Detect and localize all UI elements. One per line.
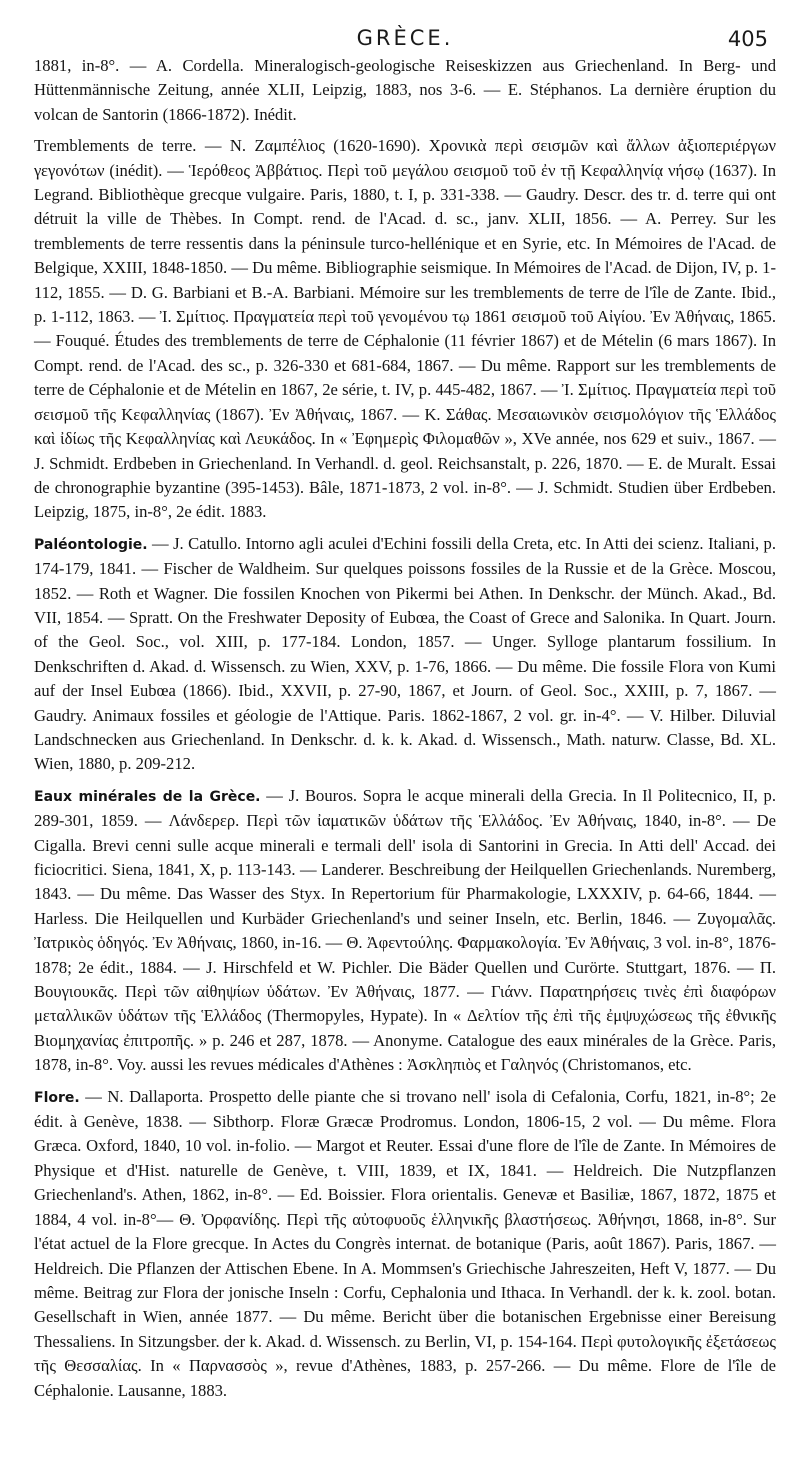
page-body [34,54,776,1403]
section-heading-paleontology: Paléontologie. [34,536,148,553]
paragraph-flora [34,1085,776,1403]
paragraph-mineralogy-end: 1881, in-8°. — A. Cordella. Mineralogisch-geologische Reiseskizzen aus Griechenland. In Berg- und Hüttenmännische Zeitung, année XLII, Leipzig, 1883, nos 3-6. — E. Stéphanos. La dernière éruption du volcan de Santorin (1866-1872). Inédit. [34,56,776,124]
paragraph-flora-text: — N. Dallaporta. Prospetto delle piante che si trovano nell' isola di Cefalonia, Corfu, 1821, in-8°; 2e édit. à Genève, 1838. — Sibthorp. Floræ Græcæ Prodromus. London, 1806-15, 2 vol. — Du même. Flora Græca. Oxford, 1840, 10 vol. in-folio. — Margot et Reuter. Essai d'une flore de l'île de Zante. In Mémoires de Physique et d'Hist. naturelle de Genève, t. VIII, 1839, et IX, 1841. — Heldreich. Die Nutzpflanzen Griechenland's. Athen, 1862, in-8°. — Ed. Boissier. Flora orientalis. Genevæ et Basiliæ, 1867, 1872, 1875 et 1884, 4 vol. in-8°— Θ. Ὀρφανίδης. Περὶ τῆς αὐτοφυοῦς ἑλληνικῆς βλαστήσεως. Ἀθήνησι, 1868, in-8°. Sur l'état actuel de la Flore grecque. In Actes du Congrès internat. de botanique (Paris, août 1867). Paris, 1867. — Heldreich. Die Pflanzen der Attischen Ebene. In A. Mommsen's Griechische Jahreszeiten, Heft V, 1877. — Du même. Beitrag zur Flora der jonische Inseln : Corfu, Cephalonia und Ithaca. In Verhandl. der k. k. zool. botan. Gesellschaft in Wien, année 1877. — Du même. Bericht über die botanischen Ergebnisse einer Bereisung Thessaliens. In Sitzungsber. der k. Akad. d. Wissensch. zu Berlin, VI, p. 154-164. Περὶ φυτολογικῆς ἐξετάσεως τῆς Θεσσαλίας. In « Παρνασσὸς », revue d'Athènes, 1883, p. 257-266. — Du même. Flore de l'île de Céphalonie. Lausanne, 1883. [34,1086,776,1400]
page-header [34,0,776,54]
paragraph-earthquakes: Tremblements de terre. — N. Ζαμπέλιος (1620-1690). Χρονικὰ περὶ σεισμῶν καὶ ἄλλων ἀξιοπεριέργων γεγονότων (inédit). — Ἱερόθεος Ἀββάτιος. Περὶ τοῦ μεγάλου σεισμοῦ τοῦ ἐν τῇ Κεφαλληνίᾳ νήσῳ (1637). In Legrand. Bibliothèque grecque vulgaire. Paris, 1880, t. I, p. 331-338. — Gaudry. Descr. des tr. d. terre qui ont détruit la ville de Thèbes. In Compt. rend. de l'Acad. d. sc., janv. XLII, 1856. — A. Perrey. Sur les tremblements de terre ressentis dans la péninsule turco-hellénique et en Syrie, etc. In Mémoires de l'Acad. de Belgique, XXIII, 1848-1850. — Du même. Bibliographie seismique. In Mémoires de l'Acad. de Dijon, IV, p. 1-112, 1855. — D. G. Barbiani et B.-A. Barbiani. Mémoire sur les tremblements de terre de l'île de Zante. Ibid., p. 1-112, 1863. — Ἰ. Σμίτιος. Πραγματεία περὶ τοῦ γενομένου τῳ 1861 σεισμοῦ τοῦ Αἰγίου. Ἐν Ἀθήναις, 1865. — Fouqué. Études des tremblements de terre de Céphalonie (11 février 1867) et de Mételin (6 mars 1867). In Compt. rend. de l'Acad. des sc., p. 326-330 et 681-684, 1867. — Du même. Rapport sur les tremblements de terre de Céphalonie et de Mételin en 1867, 2e série, t. IV, p. 445-482, 1867. — Ἰ. Σμίτιος. Πραγματεία περὶ τοῦ σεισμοῦ τῆς Κεφαλληνίας (1867). Ἐν Ἀθήναις, 1867. — Κ. Σάθας. Μεσαιωνικὸν σεισμολόγιον τῆς Ἑλλάδος καὶ ἰδίως τῆς Κεφαλληνίας καὶ Λευκάδος. In « Ἐφημερὶς Φιλομαθῶν », XVe année, nos 629 et suiv., 1867. — J. Schmidt. Erdbeben in Griechenland. In Verhandl. d. geol. Reichsanstalt, p. 226, 1870. — E. de Muralt. Essai de chronographie byzantine (395-1453). Bâle, 1871-1873, 2 vol. in-8°. — J. Schmidt. Studien über Erdbeben. Leipzig, 1875, in-8°, 2e édit. 1883. [34,136,776,522]
section-heading-mineral-waters: Eaux minérales de la Grèce. [34,788,261,805]
paragraph-mineral-waters-text: — J. Bouros. Sopra le acque minerali della Grecia. In Il Politecnico, II, p. 289-301, 1859. — Λάνδερερ. Περὶ τῶν ἰαματικῶν ὑδάτων τῆς Ἑλλάδος. Ἐν Ἀθήναις, 1840, in-8°. — De Cigalla. Brevi cenni sulle acque minerali e termali dell' isola di Santorini in Grecia. In Atti dell' Accad. dei ficiocritici. Siena, 1841, X, p. 113-143. — Landerer. Beschreibung der Heilquellen Griechenlands. Nuremberg, 1843. — Du même. Das Wasser des Styx. In Repertorium für Pharmakologie, LXXXIV, p. 64-66, 1844. — Harless. Die Heilquellen und Kurbäder Griechenland's und seiner Inseln, etc. Berlin, 1846. — Ζυγομαλᾶς. Ἰατρικὸς ὁδηγός. Ἐν Ἀθήναις, 1860, in-16. — Θ. Ἀφεντούλης. Φαρμακολογία. Ἐν Ἀθήναις, 3 vol. in-8°, 1876-1878; 2e édit., 1884. — J. Hirschfeld et W. Pichler. Die Bäder Quellen und Curörte. Stuttgart, 1876. — Π. Βουγιουκᾶς. Περὶ τῶν αἰθηψίων ὑδάτων. Ἐν Ἀθήναις, 1877. — Γιάνν. Παρατηρήσεις τινὲς ἐπὶ διαφόρων μεταλλικῶν ὑδάτων τῆς Ἑλλάδος (Thermopyles, Hypate). In « Δελτίον τῆς ἐπὶ τῆς ἐμψυχώσεως τῆς ἐθνικῆς Βιομηχανίας ἐπιτροπῆς. » p. 246 et 287, 1878. — Anonyme. Catalogue des eaux minérales de la Grèce. Paris, 1878, in-8°. Voy. aussi les revues médicales d'Athènes : Ἀσκληπιὸς et Γαληνός (Christomanos, etc. [34,785,776,1075]
paragraph-paleontology [34,532,776,777]
section-heading-flora: Flore. [34,1089,80,1106]
paragraph-mineral-waters [34,784,776,1078]
page-number: 405 [727,27,768,51]
paragraph-paleontology-text: — J. Catullo. Intorno agli aculei d'Echini fossili della Creta, etc. In Atti dei scienz. Italiani, p. 174-179, 1841. — Fischer de Waldheim. Sur quelques poissons fossiles de la Russie et de la Grèce. Moscou, 1852. — Roth et Wagner. Die fossilen Knochen von Pikermi bei Athen. In Denkschr. der Münch. Akad., Bd. VII, 1854. — Spratt. On the Freshwater Depositу of Eubœa, the Coast of Grece and Salonika. In Quart. Journ. of the Geol. Soc., vol. XIII, p. 177-184. London, 1857. — Unger. Sylloge plantarum fossilium. In Denkschriften d. Akad. d. Wissensch. zu Wien, XXV, p. 1-76, 1866. — Du même. Die fossile Flora von Kumi auf der Insel Eubœa (1866). Ibid., XXVII, p. 27-90, 1867, et Journ. of Geol. Soc., XXIII, p. 7, 1867. — Gaudry. Animaux fossiles et géologie de l'Attique. Paris. 1862-1867, 2 vol. gr. in-4°. — V. Hilber. Diluvial Landschnecken aus Griechenland. In Denkschr. d. k. k. Akad. d. Wissensch., Math. naturw. Classe, Bd. XL. Wien, 1880, p. 209-212. [34,533,776,774]
running-head: GRÈCE. [356,26,454,50]
